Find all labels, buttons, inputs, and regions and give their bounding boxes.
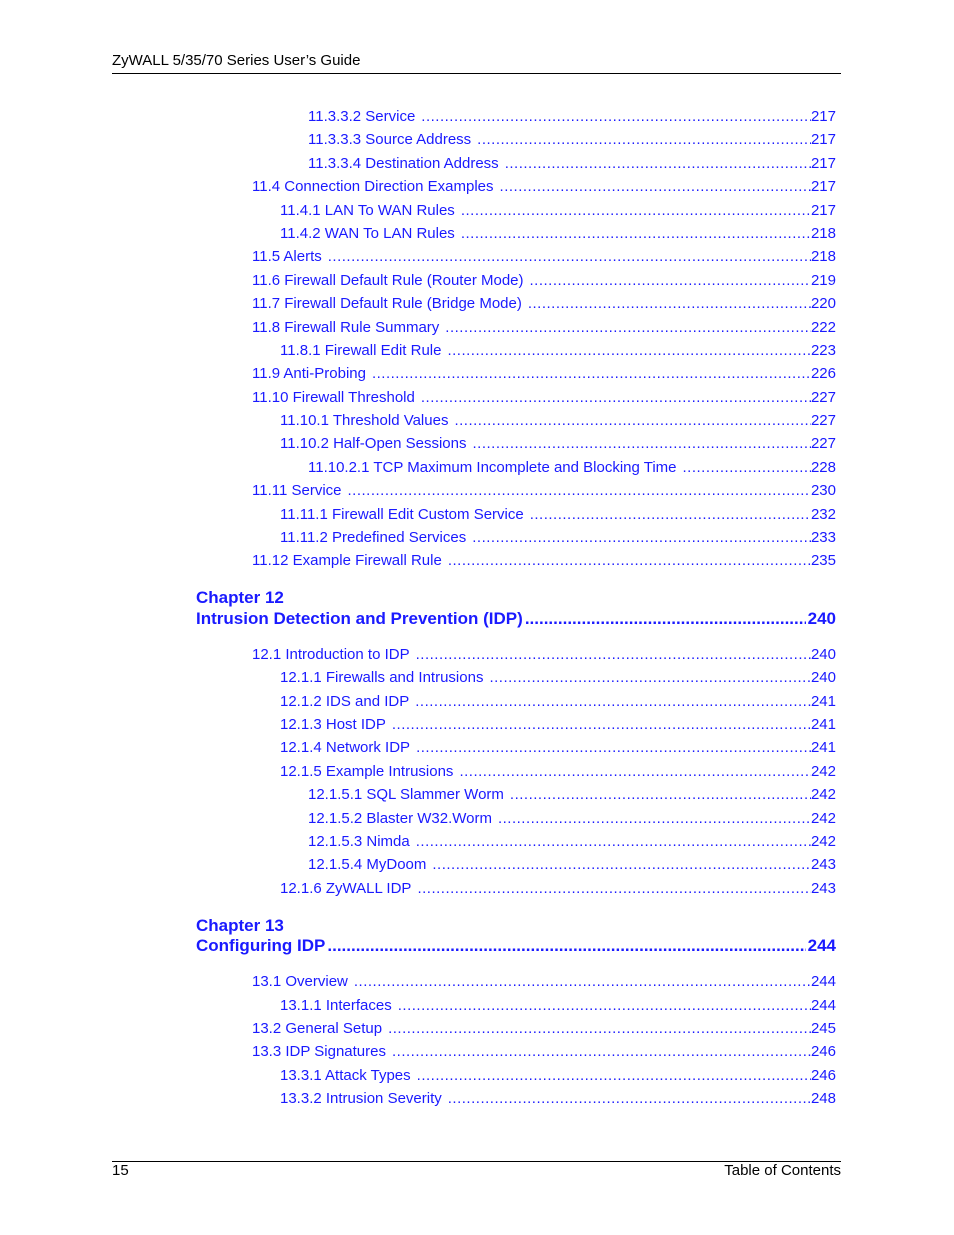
toc-entry-label: 11.5 Alerts: [252, 248, 322, 265]
dot-leader: [432, 856, 811, 874]
dot-leader: [683, 459, 811, 477]
toc-entry-page: 235: [810, 552, 836, 569]
toc-entry-12-1-5-3[interactable]: [308, 833, 836, 851]
dot-leader: [498, 810, 811, 828]
toc-entry-12-1[interactable]: [252, 646, 836, 664]
chapter-13-title-entry[interactable]: [196, 936, 836, 956]
dot-leader: [421, 108, 811, 126]
chapter-title: Configuring IDP: [196, 936, 326, 955]
toc-entry-label: 11.3.3.2 Service: [308, 108, 416, 125]
toc-entry-label: 12.1.5.4 MyDoom: [308, 856, 427, 873]
dot-leader: [489, 669, 811, 687]
toc-entry-label: 12.1.6 ZyWALL IDP: [280, 880, 412, 897]
toc-entry-page: 218: [810, 225, 836, 242]
dot-leader: [354, 973, 811, 991]
toc-entry-label: 11.11 Service: [252, 482, 342, 499]
toc-entry-page: 243: [810, 880, 836, 897]
toc-entry-12-1-2[interactable]: [280, 693, 836, 711]
toc-entry-label: 13.1 Overview: [252, 973, 348, 990]
toc-entry-label: 12.1.4 Network IDP: [280, 739, 411, 756]
toc-entry-page: 240: [810, 669, 836, 686]
chapter-page: 240: [807, 609, 836, 628]
dot-leader: [328, 248, 811, 266]
chapter-13-number[interactable]: Chapter 13: [196, 916, 284, 935]
dot-leader: [398, 997, 811, 1015]
toc-entry-12-1-5-2[interactable]: [308, 810, 836, 828]
dot-leader: [445, 319, 811, 337]
toc-entry-page: 241: [810, 693, 836, 710]
toc-entry-page: 217: [810, 202, 836, 219]
toc-entry-13-2[interactable]: [252, 1020, 836, 1038]
toc-entry-label: 13.3.1 Attack Types: [280, 1067, 411, 1084]
toc-entry-page: 242: [810, 833, 836, 850]
toc-entry-12-1-1[interactable]: [280, 669, 836, 687]
toc-entry-page: 232: [810, 506, 836, 523]
dot-leader: [392, 716, 811, 734]
dot-leader: [505, 155, 811, 173]
dot-leader: [500, 178, 811, 196]
toc-entry-page: 222: [810, 319, 836, 336]
toc-entry-12-1-6[interactable]: [280, 880, 836, 898]
dot-leader: [421, 389, 811, 407]
toc-entry-page: 233: [810, 529, 836, 546]
toc-entry-page: 245: [810, 1020, 836, 1037]
dot-leader: [510, 786, 811, 804]
header-rule: [112, 73, 841, 74]
toc-entry-label: 12.1.5.3 Nimda: [308, 833, 410, 850]
dot-leader: [417, 880, 811, 898]
toc-entry-page: 217: [810, 131, 836, 148]
dot-leader: [327, 936, 805, 956]
toc-entry-13-1-1[interactable]: [280, 997, 836, 1015]
dot-leader: [525, 609, 806, 629]
toc-entry-page: 228: [810, 459, 836, 476]
footer-section-title: Table of Contents: [724, 1162, 841, 1179]
toc-entry-page: 242: [810, 810, 836, 827]
toc-entry-11-6[interactable]: [252, 272, 836, 290]
toc-entry-11-10-2[interactable]: [280, 435, 836, 453]
toc-entry-11-11-1[interactable]: [280, 506, 836, 524]
dot-leader: [454, 412, 811, 430]
toc-entry-label: 12.1.1 Firewalls and Intrusions: [280, 669, 484, 686]
toc-entry-13-3-1[interactable]: [280, 1067, 836, 1085]
toc-entry-label: 11.10.2 Half-Open Sessions: [280, 435, 467, 452]
toc-entry-page: 246: [810, 1043, 836, 1060]
dot-leader: [528, 295, 811, 313]
toc-entry-page: 244: [810, 973, 836, 990]
toc-entry-label: 11.9 Anti-Probing: [252, 365, 366, 382]
toc-entry-label: 13.3 IDP Signatures: [252, 1043, 386, 1060]
toc-entry-13-3-2[interactable]: [280, 1090, 836, 1108]
toc-entry-page: 218: [810, 248, 836, 265]
toc-entry-label: 11.12 Example Firewall Rule: [252, 552, 442, 569]
page-number: 15: [112, 1162, 129, 1179]
dot-leader: [447, 342, 811, 360]
dot-leader: [415, 693, 811, 711]
toc-entry-11-10[interactable]: [252, 389, 836, 407]
toc-entry-page: 220: [810, 295, 836, 312]
toc-entry-page: 241: [810, 716, 836, 733]
toc-entry-label: 11.4.1 LAN To WAN Rules: [280, 202, 455, 219]
toc-entry-page: 240: [810, 646, 836, 663]
dot-leader: [530, 272, 811, 290]
toc-entry-12-1-5-4[interactable]: [308, 856, 836, 874]
toc-entry-label: 11.6 Firewall Default Rule (Router Mode): [252, 272, 524, 289]
chapter-12-number[interactable]: Chapter 12: [196, 588, 284, 607]
dot-leader: [416, 833, 811, 851]
toc-entry-12-1-3[interactable]: [280, 716, 836, 734]
toc-entry-page: 230: [810, 482, 836, 499]
toc-entry-label: 11.7 Firewall Default Rule (Bridge Mode): [252, 295, 522, 312]
toc-entry-page: 227: [810, 435, 836, 452]
toc-entry-label: 13.3.2 Intrusion Severity: [280, 1090, 442, 1107]
dot-leader: [388, 1020, 811, 1038]
toc-entry-label: 11.10.2.1 TCP Maximum Incomplete and Blocking Time: [308, 459, 677, 476]
toc-entry-label: 11.8.1 Firewall Edit Rule: [280, 342, 442, 359]
dot-leader: [416, 739, 811, 757]
toc-entry-label: 11.11.2 Predefined Services: [280, 529, 467, 546]
toc-entry-label: 11.8 Firewall Rule Summary: [252, 319, 440, 336]
toc-entry-11-3-3-4[interactable]: [308, 155, 836, 173]
toc-entry-label: 12.1 Introduction to IDP: [252, 646, 410, 663]
toc-entry-page: 248: [810, 1090, 836, 1107]
toc-entry-11-8-1[interactable]: [280, 342, 836, 360]
toc-entry-label: 13.2 General Setup: [252, 1020, 383, 1037]
toc-entry-label: 13.1.1 Interfaces: [280, 997, 392, 1014]
toc-entry-page: 242: [810, 786, 836, 803]
dot-leader: [459, 763, 811, 781]
toc-entry-page: 226: [810, 365, 836, 382]
toc-entry-11-5[interactable]: [252, 248, 836, 266]
toc-entry-page: 244: [810, 997, 836, 1014]
toc-entry-page: 241: [810, 739, 836, 756]
toc-entry-label: 11.3.3.4 Destination Address: [308, 155, 499, 172]
toc-entry-page: 243: [810, 856, 836, 873]
toc-entry-11-7[interactable]: [252, 295, 836, 313]
toc-entry-label: 12.1.5 Example Intrusions: [280, 763, 454, 780]
toc-entry-11-12[interactable]: [252, 552, 836, 570]
dot-leader: [461, 202, 811, 220]
toc-entry-12-1-5-1[interactable]: [308, 786, 836, 804]
toc-entry-label: 11.4 Connection Direction Examples: [252, 178, 494, 195]
toc-entry-label: 12.1.5.2 Blaster W32.Worm: [308, 810, 492, 827]
chapter-12-title-entry[interactable]: [196, 609, 836, 629]
toc-entry-page: 227: [810, 412, 836, 429]
toc-entry-12-1-4[interactable]: [280, 739, 836, 757]
toc-entry-page: 227: [810, 389, 836, 406]
toc-entry-11-4[interactable]: [252, 178, 836, 196]
running-header-title: ZyWALL 5/35/70 Series User’s Guide: [112, 52, 361, 69]
toc-entry-label: 11.10 Firewall Threshold: [252, 389, 415, 406]
toc-entry-11-4-2[interactable]: [280, 225, 836, 243]
chapter-title: Intrusion Detection and Prevention (IDP): [196, 609, 523, 628]
toc-entry-11-10-1[interactable]: [280, 412, 836, 430]
toc-entry-label: 11.10.1 Threshold Values: [280, 412, 449, 429]
toc-entry-11-10-2-1[interactable]: [308, 459, 836, 477]
toc-entry-11-3-3-2[interactable]: [308, 108, 836, 126]
dot-leader: [372, 365, 811, 383]
toc-entry-label: 11.11.1 Firewall Edit Custom Service: [280, 506, 524, 523]
toc-entry-12-1-5[interactable]: [280, 763, 836, 781]
toc-entry-page: 246: [810, 1067, 836, 1084]
toc-entry-11-11[interactable]: [252, 482, 836, 500]
dot-leader: [348, 482, 811, 500]
dot-leader: [392, 1043, 811, 1061]
dot-leader: [416, 646, 811, 664]
toc-entry-13-3[interactable]: [252, 1043, 836, 1061]
chapter-page: 244: [807, 936, 836, 955]
dot-leader: [417, 1067, 811, 1085]
toc-entry-page: 223: [810, 342, 836, 359]
toc-entry-page: 219: [810, 272, 836, 289]
dot-leader: [477, 131, 811, 149]
toc-entry-11-8[interactable]: [252, 319, 836, 337]
toc-entry-label: 12.1.5.1 SQL Slammer Worm: [308, 786, 504, 803]
toc-entry-page: 217: [810, 155, 836, 172]
toc-entry-11-9[interactable]: [252, 365, 836, 383]
toc-entry-page: 217: [810, 108, 836, 125]
dot-leader: [472, 529, 811, 547]
toc-entry-label: 11.3.3.3 Source Address: [308, 131, 472, 148]
toc-entry-page: 217: [810, 178, 836, 195]
toc-entry-11-3-3-3[interactable]: [308, 131, 836, 149]
toc-entry-page: 242: [810, 763, 836, 780]
dot-leader: [461, 225, 811, 243]
dot-leader: [530, 506, 811, 524]
toc-entry-label: 11.4.2 WAN To LAN Rules: [280, 225, 455, 242]
dot-leader: [448, 552, 811, 570]
toc-entry-label: 12.1.2 IDS and IDP: [280, 693, 410, 710]
dot-leader: [448, 1090, 811, 1108]
toc-entry-11-4-1[interactable]: [280, 202, 836, 220]
dot-leader: [473, 435, 811, 453]
toc-entry-label: 12.1.3 Host IDP: [280, 716, 386, 733]
toc-entry-11-11-2[interactable]: [280, 529, 836, 547]
toc-entry-13-1[interactable]: [252, 973, 836, 991]
